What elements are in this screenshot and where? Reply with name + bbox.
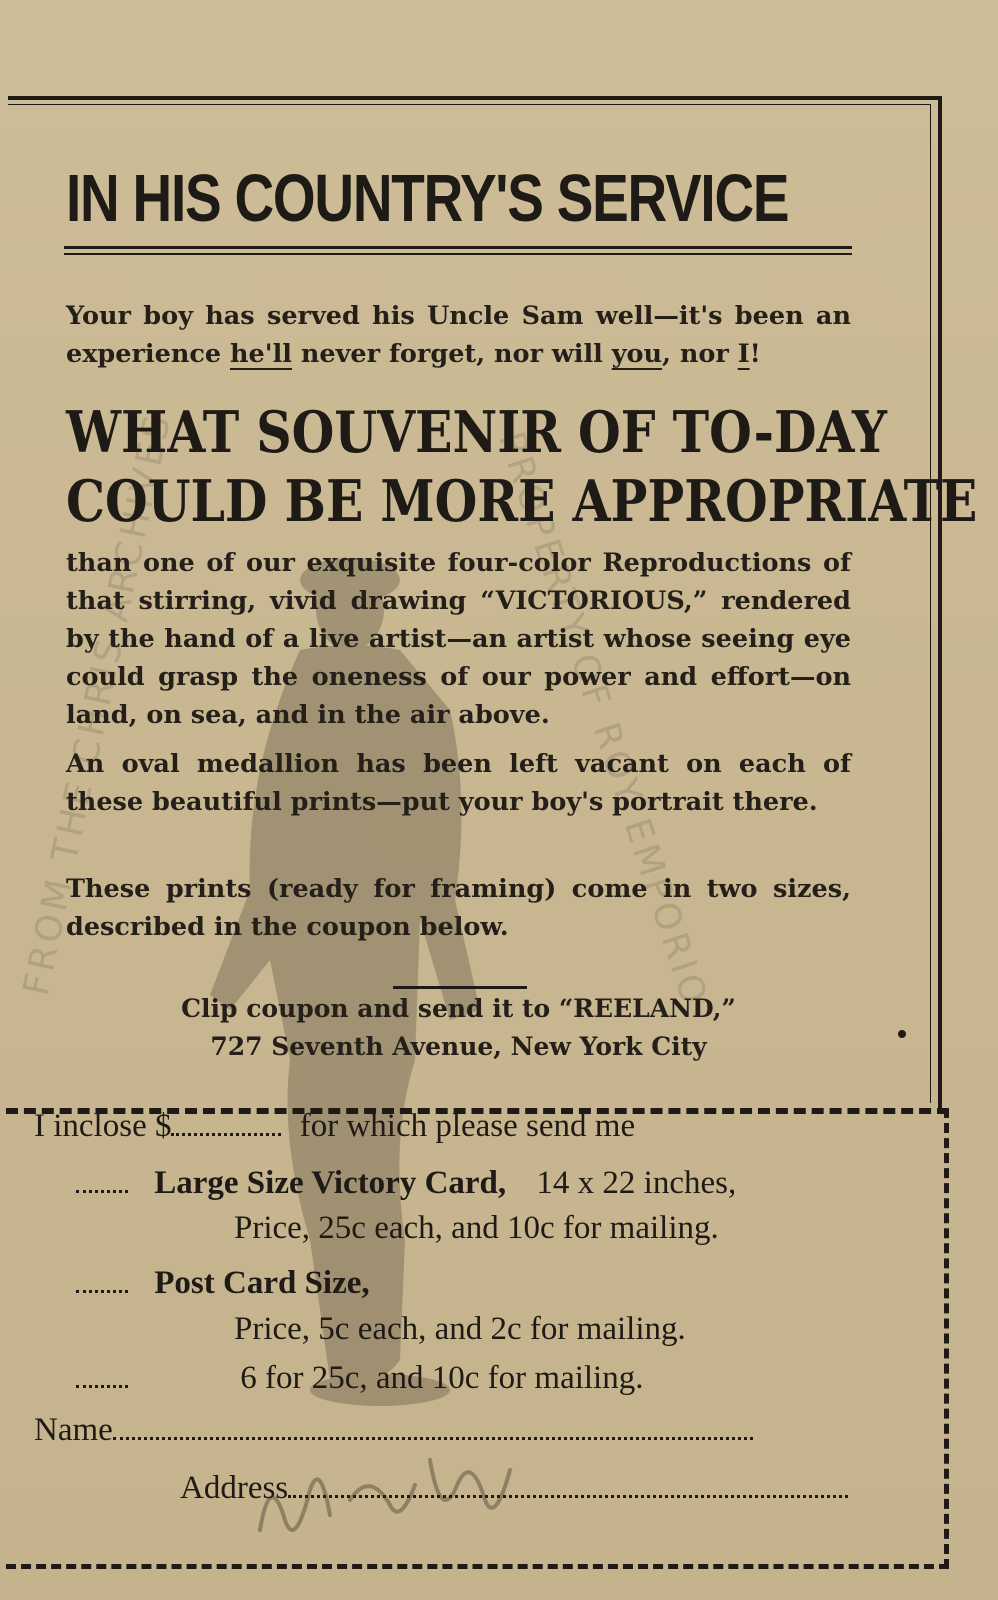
subhead-line-1: WHAT SOUVENIR OF TO-DAY [66, 399, 888, 466]
postcard-qty-blank [76, 1284, 128, 1293]
coupon-postcard-price: Price, 5c each, and 2c for mailing. [234, 1311, 686, 1347]
coupon-bulk-line: 6 for 25c, and 10c for mailing. [76, 1358, 643, 1398]
body-paragraph-3: These prints (ready for framing) come in two sizes, described in the coupon below. [66, 874, 851, 942]
mailing-address: 727 Seventh Avenue, New York City [210, 1032, 707, 1061]
subhead-line-2: COULD BE MORE APPROPRIATE [66, 468, 978, 535]
headline-rule-top [64, 246, 852, 249]
section-divider [393, 986, 527, 989]
large-qty-blank [76, 1184, 128, 1193]
clip-instruction: Clip coupon and send it to “REELAND,” [181, 994, 736, 1023]
coupon-address-line: Address [180, 1468, 848, 1508]
bulk-qty-blank [76, 1379, 128, 1388]
watermark-right: PROPERTY OF ROY EMPORIO [490, 426, 716, 1013]
intro-paragraph: Your boy has served his Uncle Sam well—it's been an experience he'll never forget, nor will you, nor I! [66, 301, 851, 369]
print-dot [898, 1030, 906, 1038]
body-paragraph-1: than one of our exquisite four-color Reproductions of that stirring, vivid drawing “VICTORIOUS,” rendered by the hand of a live artist—an artist whose seeing eye could grasp the oneness of our power and effort—on land, on sea, and in the air above. [66, 548, 851, 730]
coupon-large-price: Price, 25c each, and 10c for mailing. [234, 1210, 719, 1246]
handwritten-signature-image [240, 1430, 540, 1550]
headline-rule-bottom [64, 253, 852, 255]
amount-blank [171, 1127, 281, 1136]
coupon-large-size-line: Large Size Victory Card, 14 x 22 inches, [76, 1163, 736, 1203]
watermark-left: FROM THE CHRIS ARCHIVES [15, 408, 180, 1000]
coupon-name-line: Name [34, 1410, 753, 1450]
body-paragraph-2: An oval medallion has been left vacant on each of these beautiful prints—put your boy's portrait there. [66, 749, 851, 817]
coupon-inclose-line: I inclose $ for which please send me [34, 1108, 636, 1144]
coupon-postcard-line: Post Card Size, [76, 1263, 370, 1303]
headline: IN HIS COUNTRY'S SERVICE [66, 161, 789, 236]
